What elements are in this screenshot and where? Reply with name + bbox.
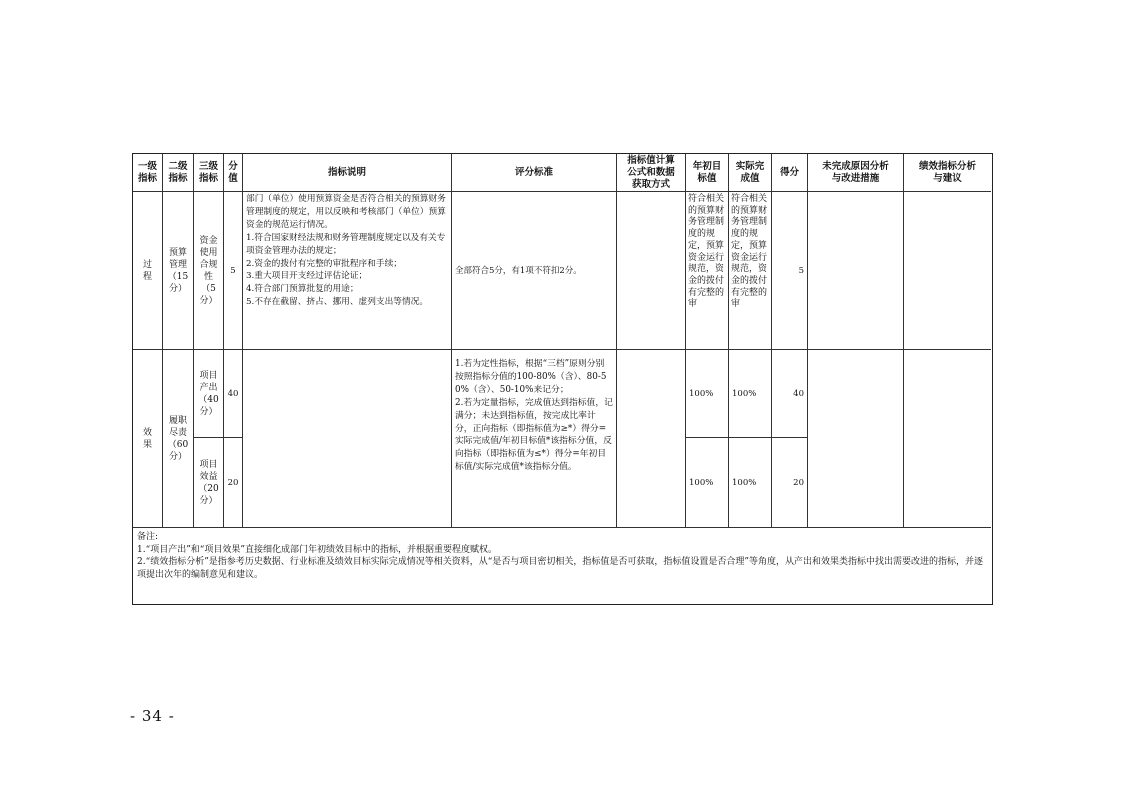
- header-got-score: 得分: [772, 154, 808, 192]
- row2-score: 40: [224, 350, 243, 438]
- header-description: 指标说明: [243, 154, 452, 192]
- effect-description: [243, 350, 452, 528]
- row1-target: 符合相关的预算财务管理制度的规定，预算资金运行规范，资金的拨付有完整的审: [686, 192, 729, 350]
- level3-compliance-cell: [194, 192, 224, 350]
- level3-output-cell: [194, 350, 224, 438]
- row2-actual: 100%: [729, 350, 772, 438]
- level2-budget-cell: [163, 192, 194, 350]
- level2-duty: 履职尽责（60分）: [167, 415, 189, 462]
- performance-table: [132, 153, 993, 605]
- row3-target: 100%: [686, 438, 729, 528]
- level3-output: 项目产出（40分）: [198, 370, 219, 417]
- level3-benefit-cell: [194, 438, 224, 528]
- header-level3: 三级 指标: [194, 154, 224, 192]
- notes-section: [133, 528, 991, 584]
- effect-advice: [904, 350, 991, 528]
- row2-target: 100%: [686, 350, 729, 438]
- row1-actual: 符合相关的预算财务管理制度的规定，预算资金运行规范，资金的拨付有完整的审: [729, 192, 772, 350]
- row1-criteria: 全部符合5分，有1项不符扣2分。: [452, 192, 617, 350]
- row1-reason: [808, 192, 904, 350]
- level1-effect: 效果: [142, 427, 152, 450]
- level1-effect-cell: [133, 350, 163, 528]
- header-score: 分 值: [224, 154, 243, 192]
- effect-reason: [808, 350, 904, 528]
- level3-compliance: 资金使用合规性（5分）: [199, 235, 218, 306]
- notes-line-1: 1.“项目产出”和“项目效果”直接细化成部门年初绩效目标中的指标，并根据重要程度赋权。: [137, 544, 497, 555]
- level2-duty-cell: [163, 350, 194, 528]
- header-target: 年初目 标值: [686, 154, 729, 192]
- header-advice: 绩效指标分析 与建议: [904, 154, 991, 192]
- row3-actual: 100%: [729, 438, 772, 528]
- notes-line-2: 2.“绩效指标分析”是指参考历史数据、行业标准及绩效目标实际完成情况等相关资料，从“是否与项目密切相关，指标值是否可获取，指标值设置是否合理”等角度，从产出和效果类指标中找出需要改进的指标，并逐项提出次年的编制意见和建议。: [137, 557, 983, 580]
- level1-process-cell: [133, 192, 163, 350]
- row2-got-score: 40: [772, 350, 808, 438]
- header-reason: 未完成原因分析 与改进措施: [808, 154, 904, 192]
- row1-got-score: 5: [772, 192, 808, 350]
- page-number: - 34 -: [130, 707, 175, 725]
- effect-formula: [617, 350, 686, 528]
- level3-benefit: 项目效益（20分）: [198, 459, 219, 506]
- header-level2: 二级 指标: [163, 154, 194, 192]
- notes-title: 备注:: [137, 532, 159, 542]
- row1-score: 5: [224, 192, 243, 350]
- effect-criteria: 1.若为定性指标，根据“三档”原则分别按照指标分值的100-80%（含）、80-50%（含）、50-10%来记分； 2.若为定量指标，完成值达到指标值，记满分；未达到指标值，按完成比率计分，正向指标（即指标值为≥*）得分=实际完成值/年初目标值*该指标分值，反向指标（即指标值为≤*）得分=年初目标值/实际完成值*该指标分值。: [452, 350, 617, 528]
- header-criteria: 评分标准: [452, 154, 617, 192]
- row1-description: 部门（单位）使用预算资金是否符合相关的预算财务管理制度的规定，用以反映和考核部门（单位）预算资金的规范运行情况。 1.符合国家财经法规和财务管理制度规定以及有关专项资金管理办法的规定； 2.资金的拨付有完整的审批程序和手续； 3.重大项目开支经过评估论证； 4.符合部门预算批复的用途； 5.不存在截留、挤占、挪用、虚列支出等情况。: [243, 192, 452, 350]
- level1-process: 过程: [142, 259, 152, 282]
- header-level1: 一级 指标: [133, 154, 163, 192]
- header-formula: 指标值计算 公式和数据 获取方式: [617, 154, 686, 192]
- header-actual: 实际完 成值: [729, 154, 772, 192]
- row3-got-score: 20: [772, 438, 808, 528]
- row1-advice: [904, 192, 991, 350]
- level2-budget: 预算管理（15分）: [167, 247, 189, 294]
- row1-formula: [617, 192, 686, 350]
- row3-score: 20: [224, 438, 243, 528]
